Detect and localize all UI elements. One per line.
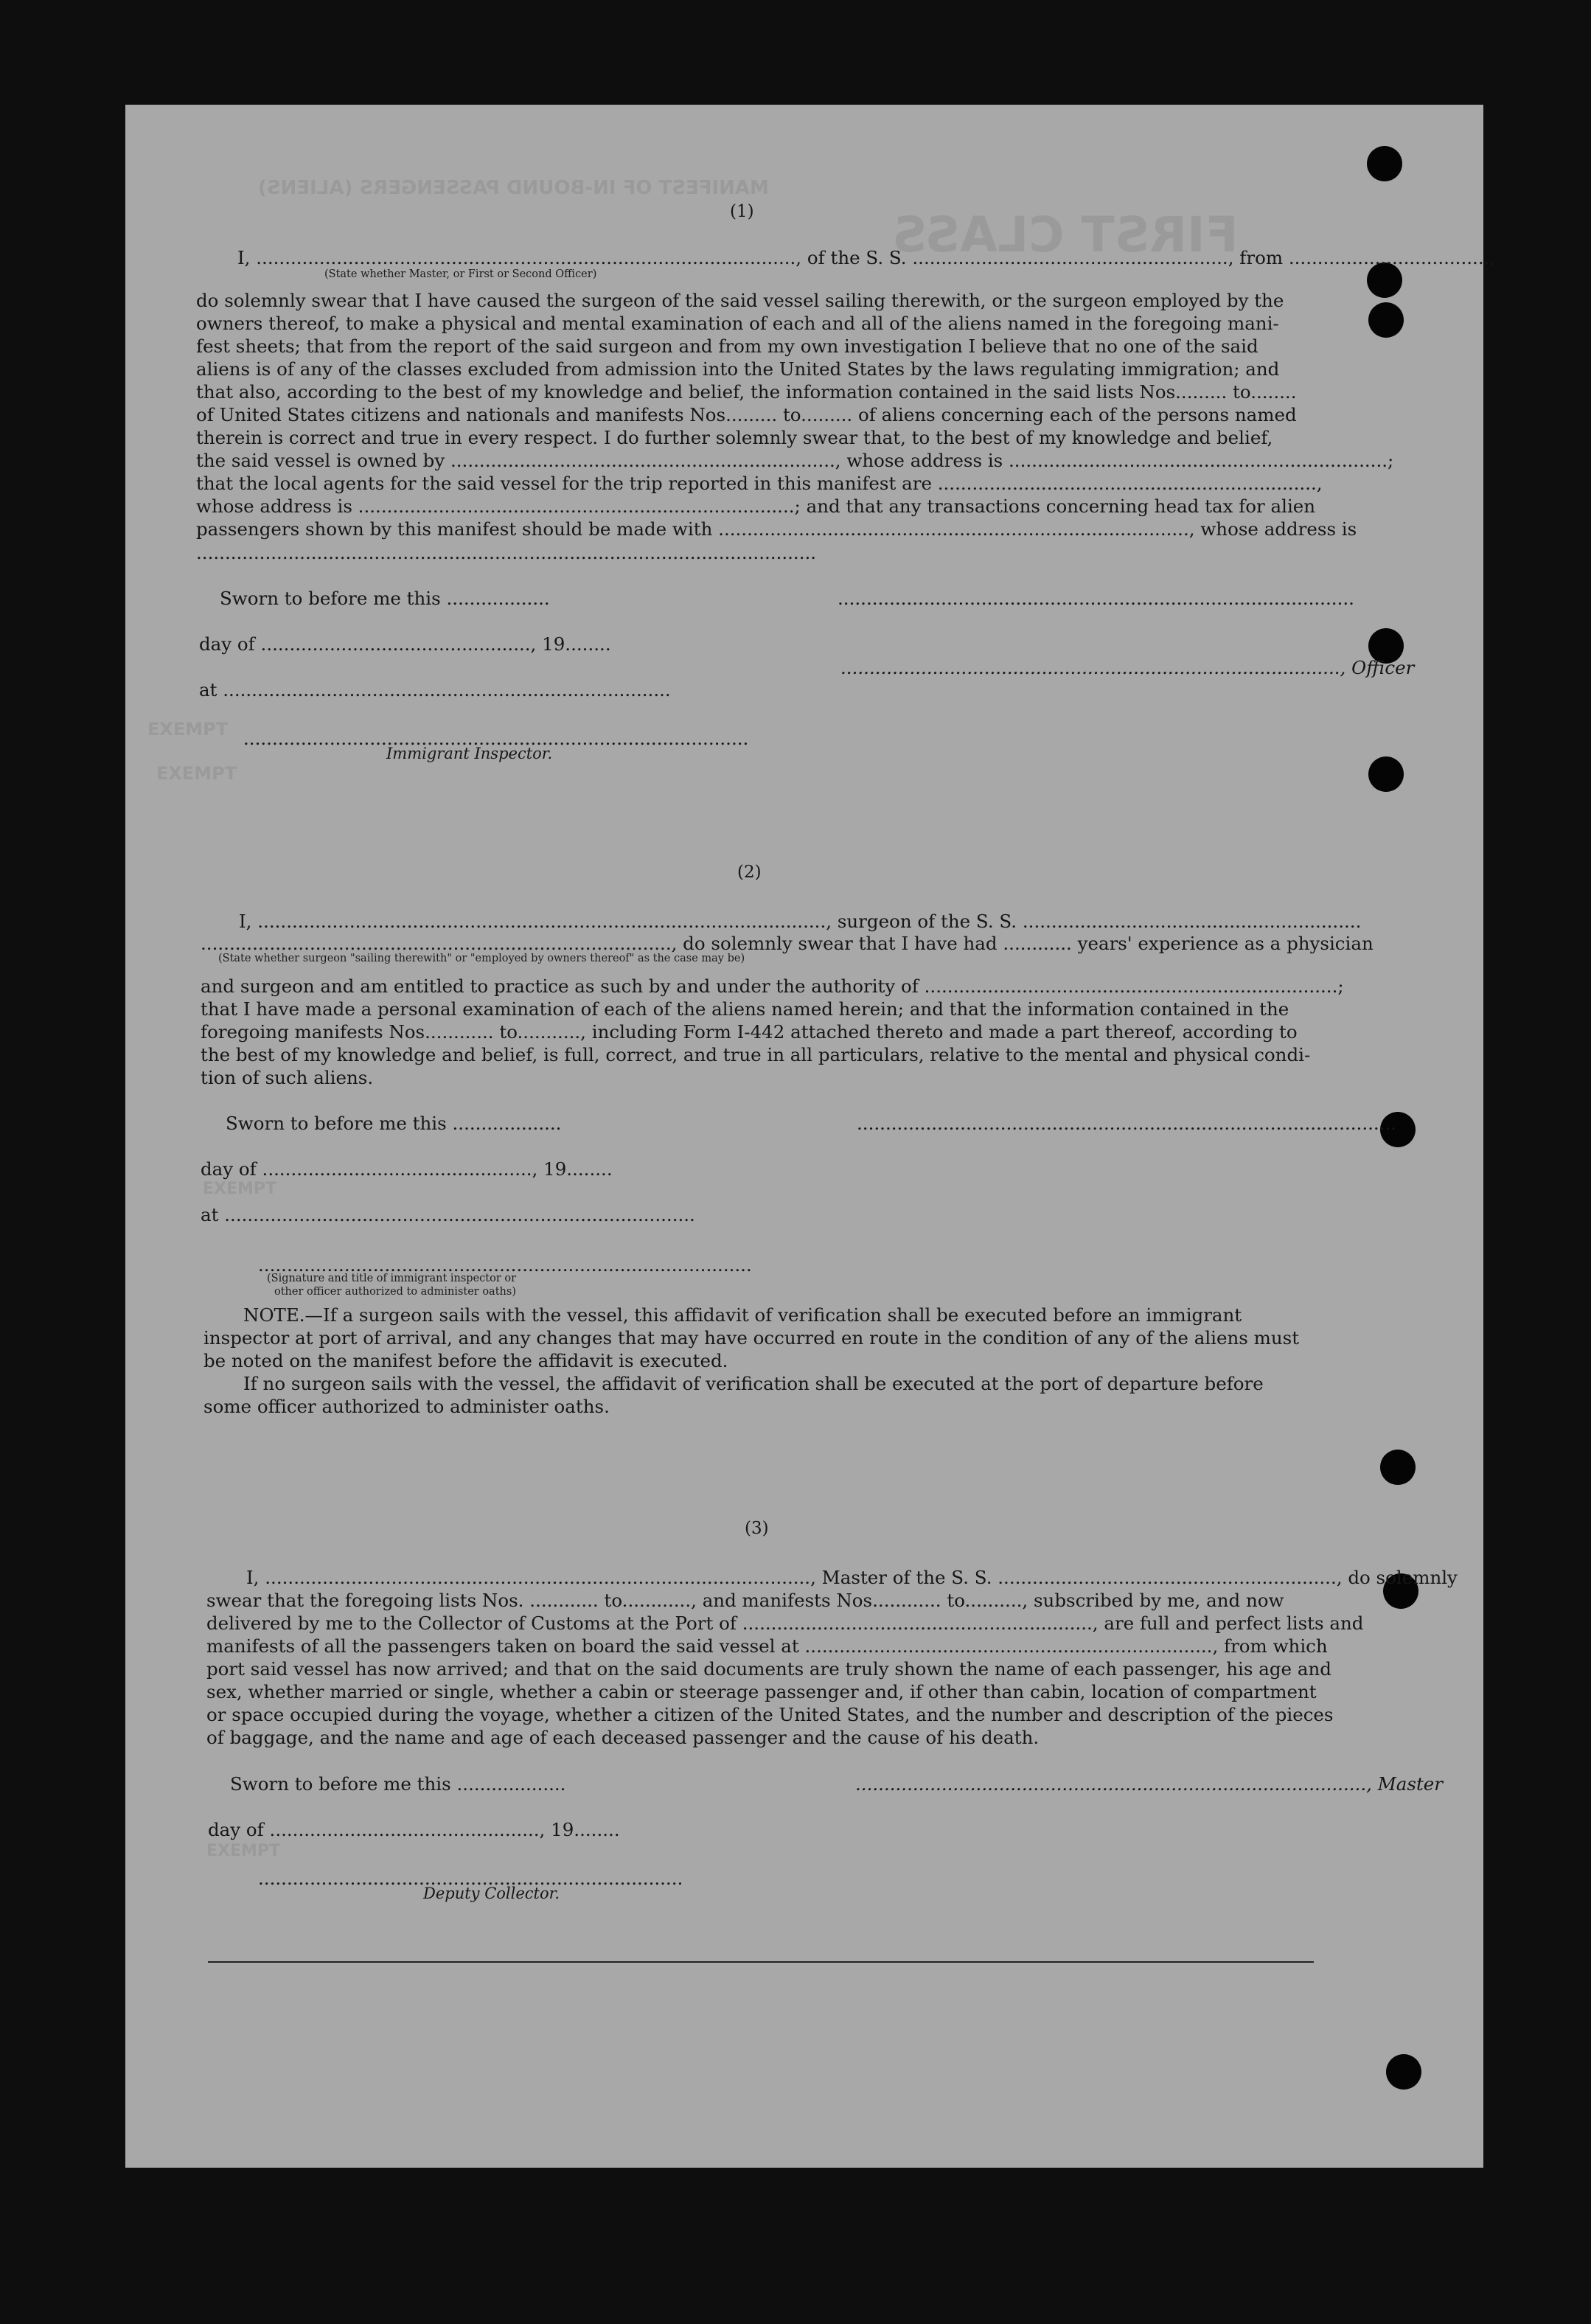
section-2-line-1: I, ..................................................................................................., surgeon of the S. S. ........................................................... [239, 911, 1362, 932]
section-1-line: do solemnly swear that I have caused the surgeon of the said vessel sailing therewith, or the surgeon employed by the [196, 290, 1284, 311]
section-2-caption: (State whether surgeon "sailing therewith" or "employed by owners thereof" as the case may be) [218, 953, 745, 964]
section-3-line: manifests of all the passengers taken on board the said vessel at ......................................................................., from which [206, 1635, 1328, 1657]
section-3-master-signature-text: ........................................................................................., Master [855, 1773, 1444, 1795]
section-2-surgeon-signature: .............................................................................................. [857, 1113, 1397, 1134]
section-1-line: owners thereof, to make a physical and mental examination of each and all of the aliens named in the foregoing mani- [196, 313, 1279, 334]
section-1-officer-line: .......................................................................................... [838, 588, 1354, 609]
section-3-line: or space occupied during the voyage, whether a citizen of the United States, and the number and description of the pieces [206, 1704, 1334, 1725]
section-3-master-signature [855, 1772, 1443, 1795]
section-1-line: the said vessel is owned by ..................................................................., whose address is ..................................................................; [196, 450, 1394, 471]
section-1-at: at .............................................................................. [199, 679, 671, 700]
section-2-note: inspector at port of arrival, and any changes that may have occurred en route in the condition of any of the aliens must [203, 1327, 1300, 1349]
ghost-stamp-exempt: EXEMPT [203, 1180, 277, 1198]
section-2-note: be noted on the manifest before the affidavit is executed. [203, 1350, 728, 1371]
section-2-note: NOTE.—If a surgeon sails with the vessel, this affidavit of verification shall be executed before an immigrant [243, 1304, 1242, 1326]
section-2-sworn: Sworn to before me this ................... [226, 1113, 562, 1134]
section-3-line: delivered by me to the Collector of Customs at the Port of ............................................................., are full and perfect lists and [206, 1612, 1364, 1634]
section-2-number: (2) [737, 863, 762, 882]
section-3-collector-caption: Deputy Collector. [423, 1885, 560, 1902]
section-3-sworn: Sworn to before me this ................... [230, 1773, 566, 1795]
section-3-line: of baggage, and the name and age of each deceased passenger and the cause of his death. [206, 1727, 1040, 1748]
section-3-line: port said vessel has now arrived; and that on the said documents are truly shown the name of each passenger, his age and [206, 1658, 1331, 1680]
section-1-officer-signature [840, 656, 1414, 679]
punch-hole [1386, 2054, 1421, 2090]
section-3-collector-dots: .......................................................................... [258, 1868, 683, 1889]
section-2-line: the best of my knowledge and belief, is full, correct, and true in all particulars, relative to the mental and physical condi- [201, 1044, 1311, 1065]
section-2-signature-dots: ...................................................................................... [258, 1254, 752, 1276]
section-1-line: that the local agents for the said vessel for the trip reported in this manifest are .................................................................., [196, 473, 1323, 494]
section-1-line: I, .............................................................................................., of the S. S. ......................................................., from ..................................., [237, 247, 1496, 268]
bottom-rule [208, 1961, 1314, 1963]
section-2-line: tion of such aliens. [201, 1067, 374, 1088]
section-1-inspector-dots: ........................................................................................ [243, 728, 749, 749]
section-1-inspector-caption: Immigrant Inspector. [386, 745, 553, 762]
section-3-line: swear that the foregoing lists Nos. ............ to............, and manifests Nos............ to.........., subscribed by me, and now [206, 1590, 1284, 1611]
section-2-line-2: .................................................................................., do solemnly swear that I have had ............ years' experience as a physician [201, 933, 1374, 954]
ghost-stamp-exempt: EXEMPT [156, 763, 237, 784]
section-1-number: (1) [730, 202, 754, 221]
section-1-line: therein is correct and true in every respect. I do further solemnly swear that, to the best of my knowledge and belief, [196, 427, 1273, 448]
section-1-line: of United States citizens and nationals and manifests Nos......... to......... of aliens concerning each of the persons named [196, 404, 1297, 425]
ghost-stamp-exempt: EXEMPT [147, 719, 229, 740]
punch-hole [1380, 1450, 1416, 1485]
section-3-line: sex, whether married or single, whether a cabin or steerage passenger and, if other than cabin, location of compartment [206, 1681, 1317, 1702]
section-1-officer-signature-text: ......................................................................................., Officer [840, 657, 1415, 678]
ghost-stamp-first-class: FIRST CLASS [892, 206, 1239, 263]
section-2-note: If no surgeon sails with the vessel, the affidavit of verification shall be executed at the port of departure before [243, 1373, 1264, 1394]
section-1-officer-caption: (State whether Master, or First or Second Officer) [324, 268, 597, 280]
section-2-signature-caption: (Signature and title of immigrant inspector or [267, 1273, 517, 1284]
section-2-signature-caption: other officer authorized to administer oaths) [274, 1286, 516, 1298]
section-2-line: and surgeon and am entitled to practice as such by and under the authority of ........................................................................; [201, 975, 1344, 997]
section-1-line: whose address is ............................................................................; and that any transactions concerning head tax for alien [196, 495, 1316, 517]
section-2-line: that I have made a personal examination of each of the aliens named herein; and that the information contained in the [201, 998, 1289, 1020]
section-2-day: day of ..............................................., 19........ [201, 1158, 613, 1180]
section-2-line: foregoing manifests Nos............ to..........., including Form I-442 attached thereto and made a part thereof, according to [201, 1021, 1298, 1043]
section-1-line: aliens is of any of the classes excluded from admission into the United States by the laws regulating immigration; and [196, 358, 1280, 380]
punch-hole [1368, 302, 1404, 338]
section-1-sworn: Sworn to before me this .................. [220, 588, 550, 609]
section-1-line: fest sheets; that from the report of the said surgeon and from my own investigation I believe that no one of the said [196, 335, 1258, 357]
section-1-line: that also, according to the best of my knowledge and belief, the information contained in the said lists Nos......... to........ [196, 381, 1297, 403]
section-1-day: day of ..............................................., 19........ [199, 633, 611, 655]
punch-hole [1367, 146, 1402, 181]
ghost-stamp-exempt: EXEMPT [206, 1842, 281, 1860]
section-1-line: ............................................................................................................ [196, 542, 817, 563]
section-2-note: some officer authorized to administer oaths. [203, 1396, 610, 1417]
section-3-day: day of ..............................................., 19........ [208, 1819, 620, 1840]
punch-hole [1368, 756, 1404, 792]
section-2-at: at .................................................................................. [201, 1204, 695, 1225]
section-1-line: passengers shown by this manifest should be made with .................................................................................., whose address is [196, 518, 1357, 540]
section-3-line: I, ..............................................................................................., Master of the S. S. ..........................................................., do solemnly [246, 1567, 1458, 1588]
section-3-number: (3) [745, 1519, 769, 1538]
ghost-stamp-manifest: MANIFEST OF IN-BOUND PASSENGERS (ALIENS) [258, 177, 769, 199]
